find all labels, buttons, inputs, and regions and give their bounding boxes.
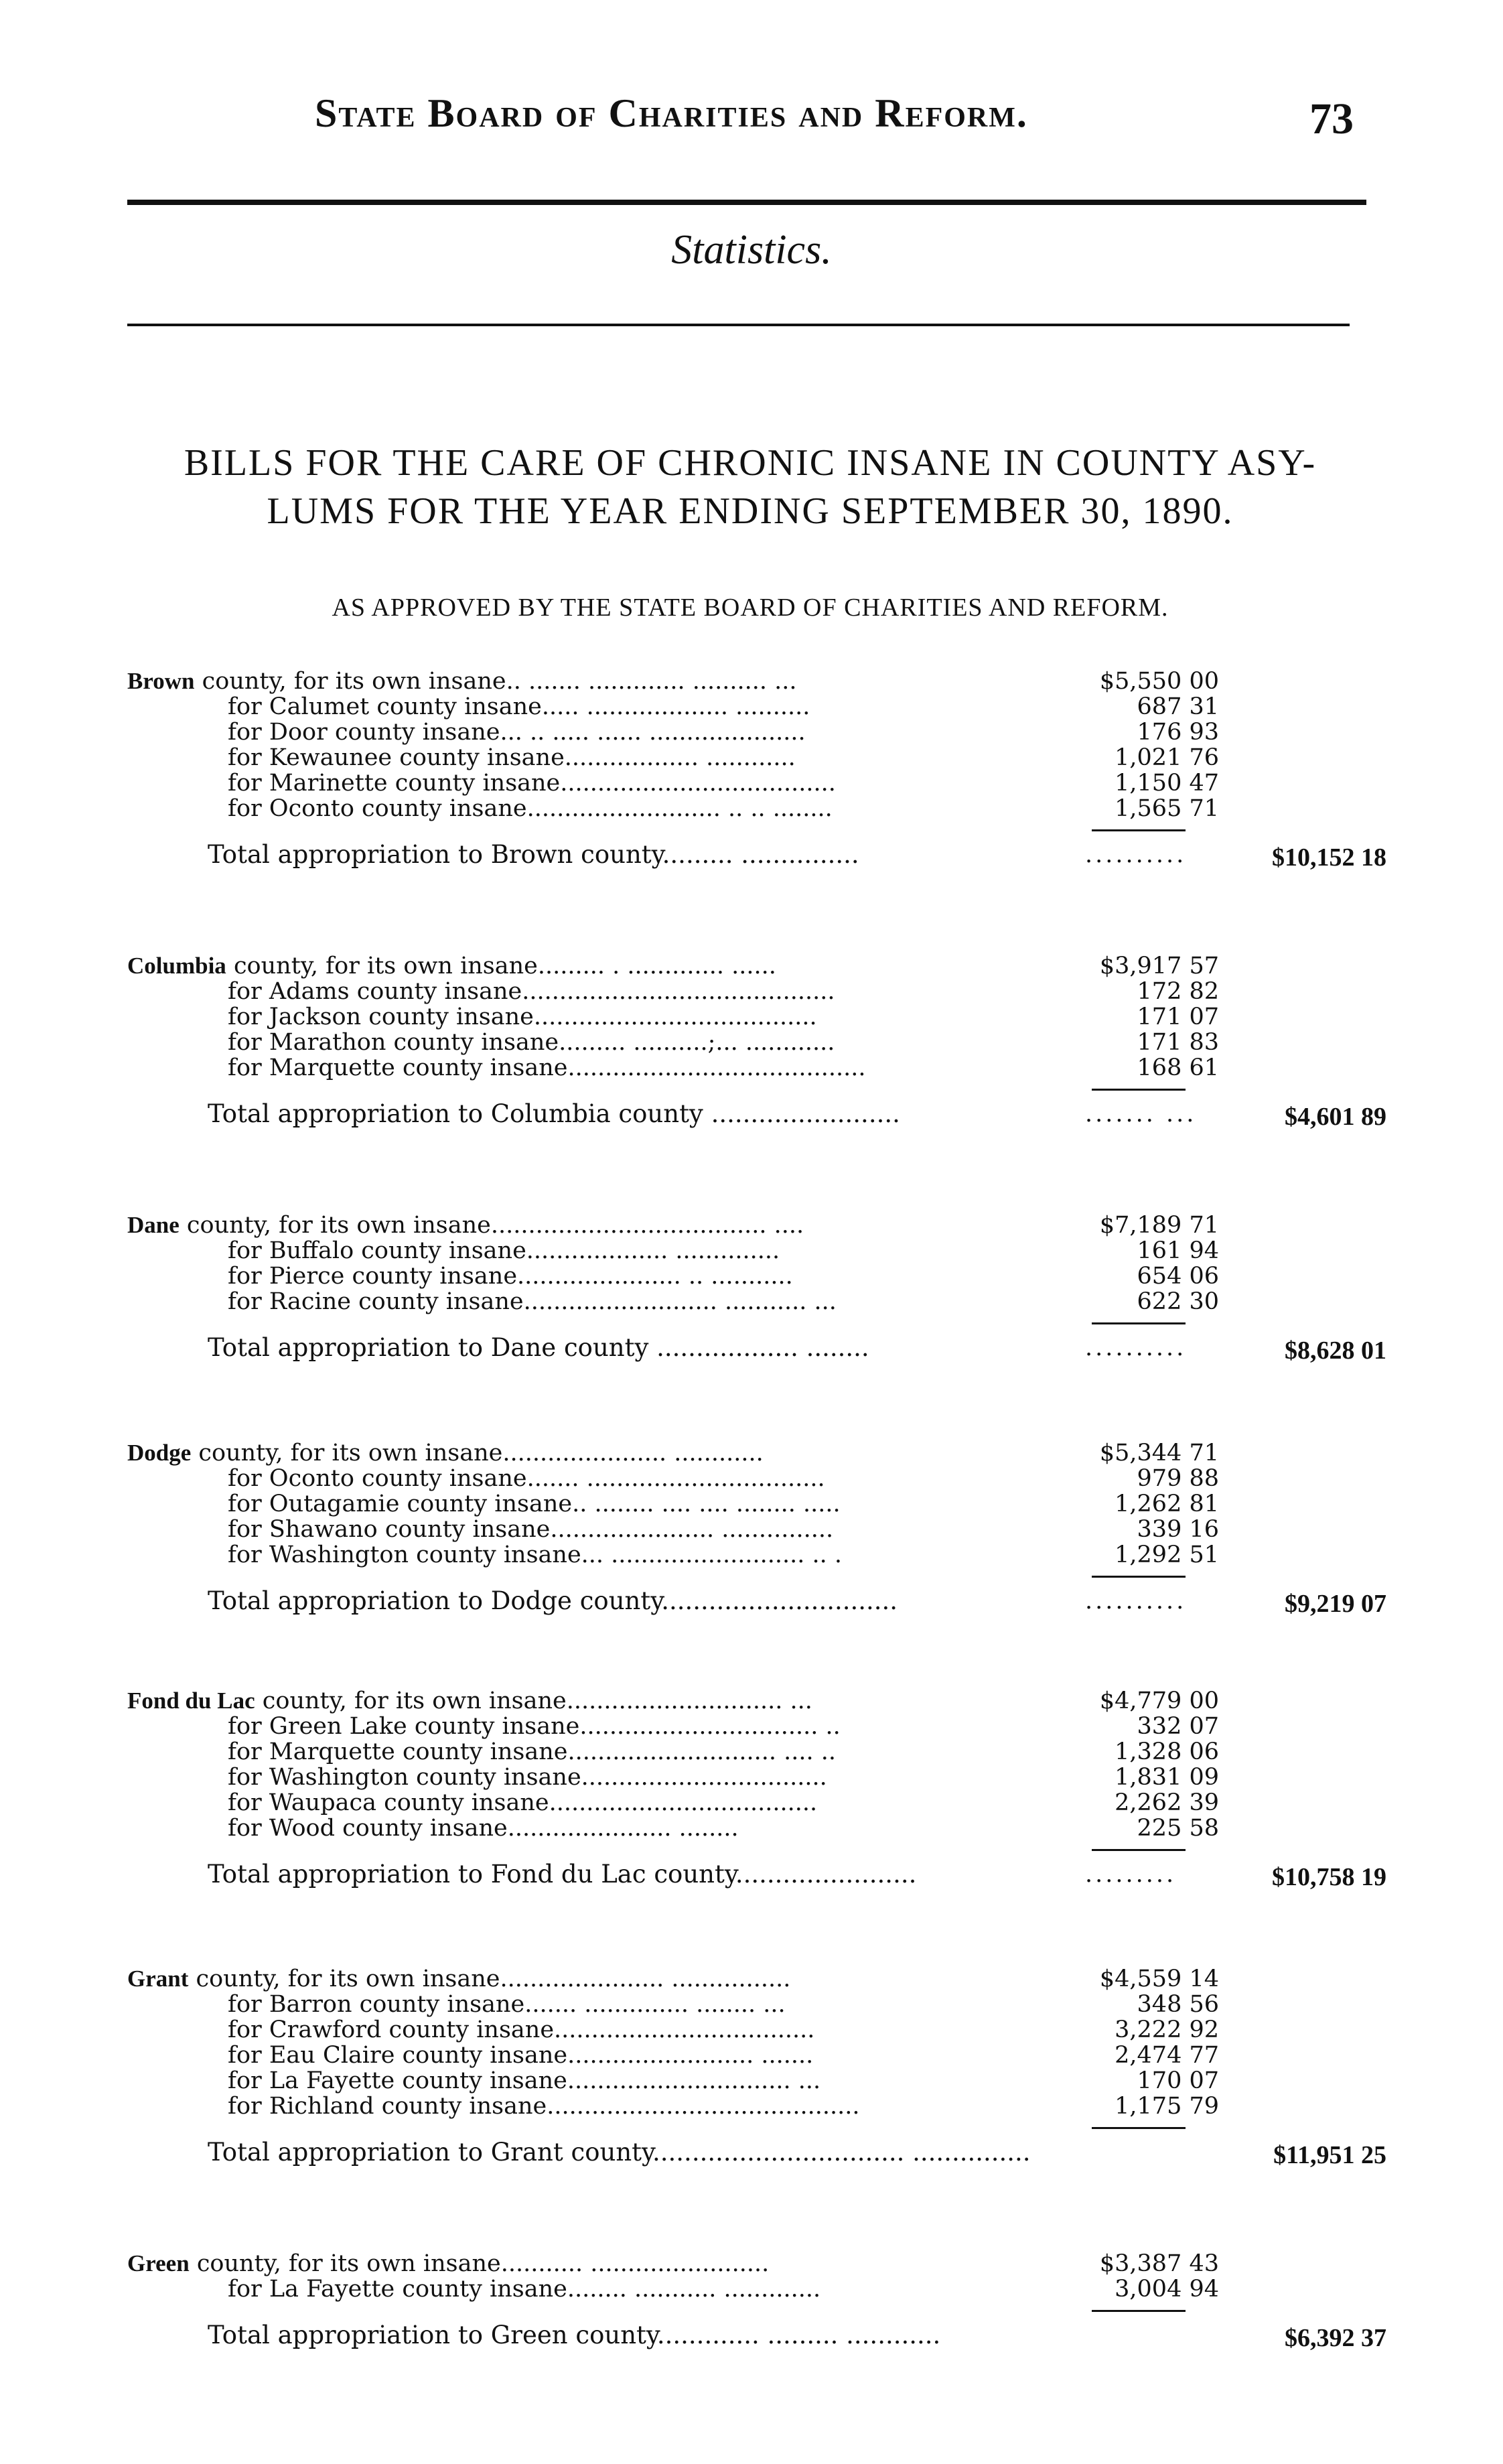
item-amount: 687 31 [1137, 693, 1219, 720]
total-label: Total appropriation to Fond du Lac county....................... [208, 1860, 917, 1889]
document-title-line-1: BILLS FOR THE CARE OF CHRONIC INSANE IN COUNTY ASY- [184, 442, 1317, 484]
county-total: $4,601 89 [1285, 1103, 1386, 1131]
item-label: for La Fayette county insane.............................. ... [228, 2067, 821, 2094]
item-label: for Green Lake county insane................................ .. [228, 1713, 841, 1740]
own-insane-label: county, for its own insane........... ........................ [196, 2250, 770, 2277]
county-name: Dane [127, 1212, 180, 1238]
item-label: for Buffalo county insane................... .............. [228, 1237, 780, 1264]
item-label: for Marquette county insane............................ .... .. [228, 1738, 837, 1765]
item-label: for Outagamie county insane.. ........ .... .... ........ ..... [228, 1491, 841, 1517]
item-amount: 176 93 [1137, 719, 1219, 746]
county-name: Green [127, 2250, 190, 2276]
item-amount: 622 30 [1137, 1288, 1219, 1315]
own-insane-amount: $5,550 00 [1099, 668, 1219, 695]
own-insane-label: county, for its own insane............................. ... [262, 1688, 812, 1714]
item-label: for Marinette county insane..................................... [228, 770, 836, 797]
sum-rule [1092, 1322, 1186, 1324]
county-block-dane [127, 1213, 1386, 1363]
county-block-green [127, 2251, 1386, 2351]
own-insane-label: county, for its own insane......... . ............. ...... [233, 953, 776, 979]
item-label: for Adams county insane.......................................... [228, 978, 835, 1005]
item-label: for Washington county insane................................. [228, 1764, 827, 1791]
item-label: for Crawford county insane................................... [228, 2016, 815, 2043]
page-number: 73 [1309, 94, 1354, 143]
item-amount: 1,175 79 [1115, 2093, 1219, 2120]
item-label: for Calumet county insane..... ................... .......... [228, 693, 810, 720]
document-subtitle: AS APPROVED BY THE STATE BOARD OF CHARITIES AND REFORM. [332, 594, 1169, 622]
own-insane-amount: $7,189 71 [1099, 1212, 1219, 1239]
item-label: for Door county insane... .. ..... ...... ..................... [228, 719, 806, 746]
county-block-brown [127, 669, 1386, 870]
item-amount: 1,328 06 [1115, 1738, 1219, 1765]
own-insane-label: county, for its own insane...................... ............ [198, 1440, 764, 1466]
item-amount: 172 82 [1137, 978, 1219, 1005]
total-label: Total appropriation to Columbia county ........................ [208, 1099, 900, 1128]
total-leader: ....... ... [1085, 1101, 1197, 1127]
total-label: Total appropriation to Grant county................................ ............... [208, 2138, 1031, 2167]
item-label: for Kewaunee county insane.................. ............ [228, 744, 796, 771]
county-block-dodge [127, 1440, 1386, 1617]
item-label: for Richland county insane.......................................... [228, 2093, 860, 2120]
item-amount: 2,262 39 [1115, 1789, 1219, 1816]
own-insane-label: county, for its own insane...................... ................ [196, 1966, 791, 1992]
item-amount: 332 07 [1137, 1713, 1219, 1740]
item-amount: 171 83 [1137, 1029, 1219, 1056]
county-name: Columbia [127, 953, 226, 979]
item-amount: 3,222 92 [1115, 2016, 1219, 2043]
item-label: for Marathon county insane......... ..........;... ............ [228, 1029, 835, 1056]
item-amount: 1,831 09 [1115, 1764, 1219, 1791]
running-head: State Board of Charities and Reform. [315, 91, 1028, 135]
item-label: for Racine county insane.......................... ........... ... [228, 1288, 837, 1315]
item-label: for Waupaca county insane.................................... [228, 1789, 818, 1816]
county-name: Brown [127, 668, 195, 694]
county-name: Fond du Lac [127, 1688, 255, 1714]
total-label: Total appropriation to Dane county .................. ........ [208, 1333, 869, 1362]
document-title [127, 439, 1373, 535]
sum-rule [1092, 2310, 1186, 2312]
top-rule [127, 200, 1366, 205]
own-insane-amount: $4,559 14 [1099, 1966, 1219, 1992]
county-total: $6,392 37 [1285, 2324, 1386, 2352]
item-amount: 654 06 [1137, 1263, 1219, 1290]
county-total: $9,219 07 [1285, 1590, 1386, 1618]
item-label: for Oconto county insane....... ................................ [228, 1465, 825, 1492]
total-leader: .......... [1085, 1334, 1187, 1361]
item-amount: 979 88 [1137, 1465, 1219, 1492]
sum-rule [1092, 829, 1186, 831]
own-insane-label: county, for its own insane.. ....... ............. .......... ... [202, 668, 797, 695]
total-leader: .......... [1085, 1588, 1187, 1615]
own-insane-amount: $4,779 00 [1099, 1688, 1219, 1714]
section-title: Statistics. [671, 227, 832, 273]
own-insane-amount: $3,387 43 [1099, 2250, 1219, 2277]
item-amount: 170 07 [1137, 2067, 1219, 2094]
sum-rule [1092, 1089, 1186, 1091]
county-name: Dodge [127, 1440, 192, 1466]
item-amount: 348 56 [1137, 1991, 1219, 2018]
item-label: for Washington county insane... .......................... .. . [228, 1542, 843, 1568]
item-label: for Wood county insane...................... ........ [228, 1815, 739, 1842]
item-amount: 1,565 71 [1115, 795, 1219, 822]
item-amount: 168 61 [1137, 1054, 1219, 1081]
item-amount: 1,021 76 [1115, 744, 1219, 771]
sum-rule [1092, 1849, 1186, 1851]
own-insane-amount: $3,917 57 [1099, 953, 1219, 979]
county-total: $8,628 01 [1285, 1337, 1386, 1365]
item-label: for Marquette county insane........................................ [228, 1054, 866, 1081]
item-amount: 171 07 [1137, 1004, 1219, 1030]
county-total: $11,951 25 [1273, 2141, 1386, 2169]
county-block-grant [127, 1966, 1386, 2168]
item-label: for Eau Claire county insane......................... ....... [228, 2042, 814, 2069]
county-block-columbia [127, 953, 1386, 1130]
item-label: for Jackson county insane...................................... [228, 1004, 817, 1030]
item-amount: 225 58 [1137, 1815, 1219, 1842]
item-amount: 1,262 81 [1115, 1491, 1219, 1517]
item-amount: 2,474 77 [1115, 2042, 1219, 2069]
item-amount: 3,004 94 [1115, 2276, 1219, 2303]
own-insane-label: county, for its own insane..................................... .... [186, 1212, 804, 1239]
item-label: for Pierce county insane...................... .. ........... [228, 1263, 793, 1290]
total-label: Total appropriation to Brown county......... ............... [208, 840, 859, 869]
item-label: for Oconto county insane.......................... .. .. ........ [228, 795, 833, 822]
county-total: $10,758 19 [1272, 1863, 1386, 1891]
document-title-line-2: LUMS FOR THE YEAR ENDING SEPTEMBER 30, 1890. [267, 490, 1234, 532]
sum-rule [1092, 2127, 1186, 2129]
bottom-rule [127, 324, 1350, 326]
own-insane-amount: $5,344 71 [1099, 1440, 1219, 1466]
total-leader: ......... [1085, 1861, 1177, 1888]
total-label: Total appropriation to Dodge county.............................. [208, 1586, 898, 1615]
item-amount: 1,292 51 [1115, 1542, 1219, 1568]
total-label: Total appropriation to Green county............. ......... ............ [208, 2321, 941, 2349]
item-amount: 161 94 [1137, 1237, 1219, 1264]
item-label: for Barron county insane....... .............. ........ ... [228, 1991, 786, 2018]
total-leader: .......... [1085, 841, 1187, 868]
county-total: $10,152 18 [1272, 843, 1386, 872]
item-amount: 339 16 [1137, 1516, 1219, 1543]
county-block-fond-du-lac [127, 1688, 1386, 1890]
item-amount: 1,150 47 [1115, 770, 1219, 797]
item-label: for La Fayette county insane........ ........... ............. [228, 2276, 821, 2303]
sum-rule [1092, 1576, 1186, 1578]
county-name: Grant [127, 1966, 189, 1992]
item-label: for Shawano county insane...................... ............... [228, 1516, 834, 1543]
